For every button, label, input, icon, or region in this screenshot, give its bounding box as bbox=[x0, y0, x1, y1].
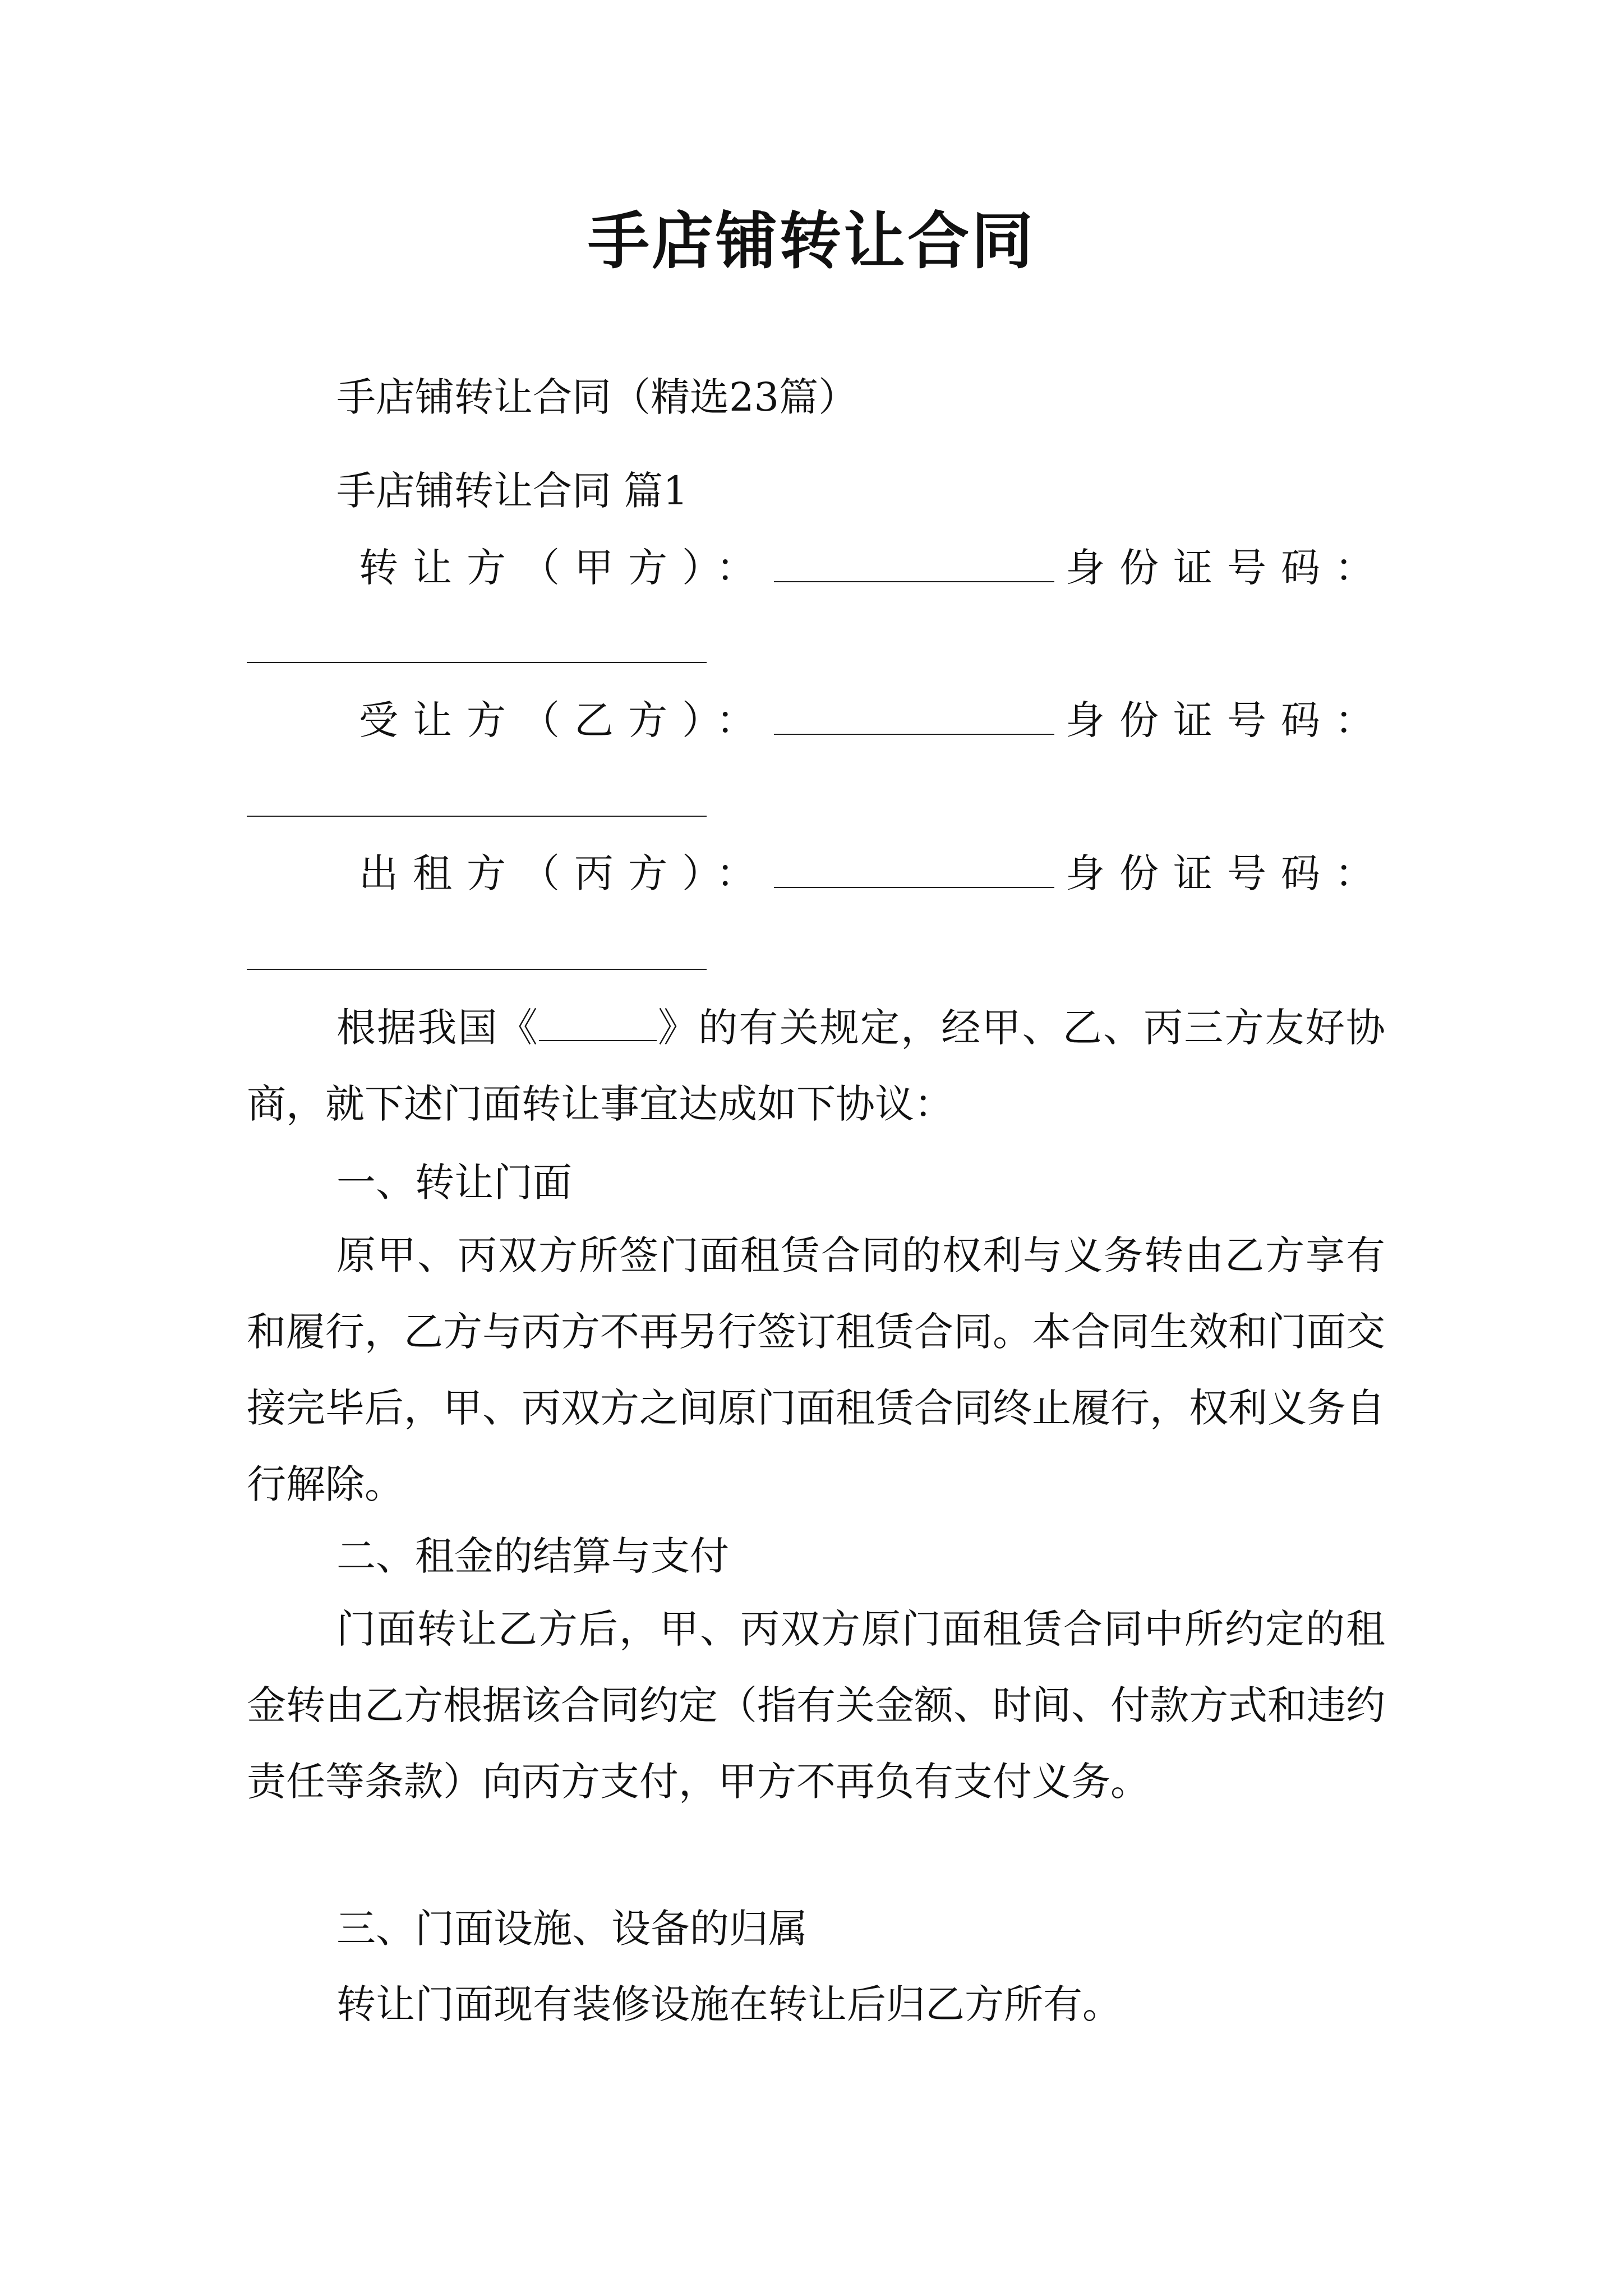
name-blank-line bbox=[774, 581, 1054, 582]
clause-heading: 一、转让门面 bbox=[336, 1159, 572, 1205]
law-name-blank-line bbox=[539, 1006, 657, 1041]
clause-heading: 二、租金的结算与支付 bbox=[336, 1533, 729, 1579]
clause-paragraph: 门面转让乙方后，甲、丙双方原门面租赁合同中所约定的租金转由乙方根据该合同约定（指有关金额、时间、付款方式和违约责任等条款）向丙方支付，甲方不再负有支付义务。 bbox=[247, 1606, 1385, 1805]
party-lessor-row bbox=[359, 845, 1389, 901]
party-transferor-row bbox=[359, 540, 1389, 596]
id-number-label: 身份证号码： bbox=[1066, 697, 1389, 743]
id-number-label: 身份证号码： bbox=[1066, 545, 1389, 591]
id-number-blank-line bbox=[247, 969, 707, 970]
name-blank-line bbox=[774, 734, 1054, 735]
id-number-blank-line bbox=[247, 662, 707, 663]
section-heading: 手店铺转让合同 篇1 bbox=[336, 468, 688, 514]
party-role-label: 出租方（丙方）： bbox=[359, 850, 770, 896]
party-role-label: 受让方（乙方）： bbox=[359, 697, 770, 743]
clause-paragraph: 转让门面现有装修设施在转让后归乙方所有。 bbox=[336, 1981, 1122, 2027]
party-transferee-row bbox=[359, 692, 1389, 748]
document-subtitle: 手店铺转让合同（精选23篇） bbox=[336, 374, 858, 420]
preamble-after-text: 》的有关规定，经甲、乙、丙三方友好协商，就下述门面转让事宜达成如下协议： bbox=[247, 1005, 1386, 1127]
id-number-label: 身份证号码： bbox=[1066, 850, 1389, 896]
preamble-paragraph bbox=[247, 990, 1385, 1142]
clause-heading: 三、门面设施、设备的归属 bbox=[336, 1906, 808, 1952]
id-number-blank-line bbox=[247, 816, 707, 817]
party-role-label: 转让方（甲方）： bbox=[359, 545, 770, 591]
name-blank-line bbox=[774, 887, 1054, 888]
clause-paragraph: 原甲、丙双方所签门面租赁合同的权利与义务转由乙方享有和履行，乙方与丙方不再另行签订租赁合同。本合同生效和门面交接完毕后，甲、丙双方之间原门面租赁合同终止履行，权利义务自行解除。 bbox=[247, 1232, 1385, 1507]
preamble-before-text: 根据我国《 bbox=[336, 1005, 539, 1051]
document-title: 手店铺转让合同 bbox=[588, 205, 1035, 277]
